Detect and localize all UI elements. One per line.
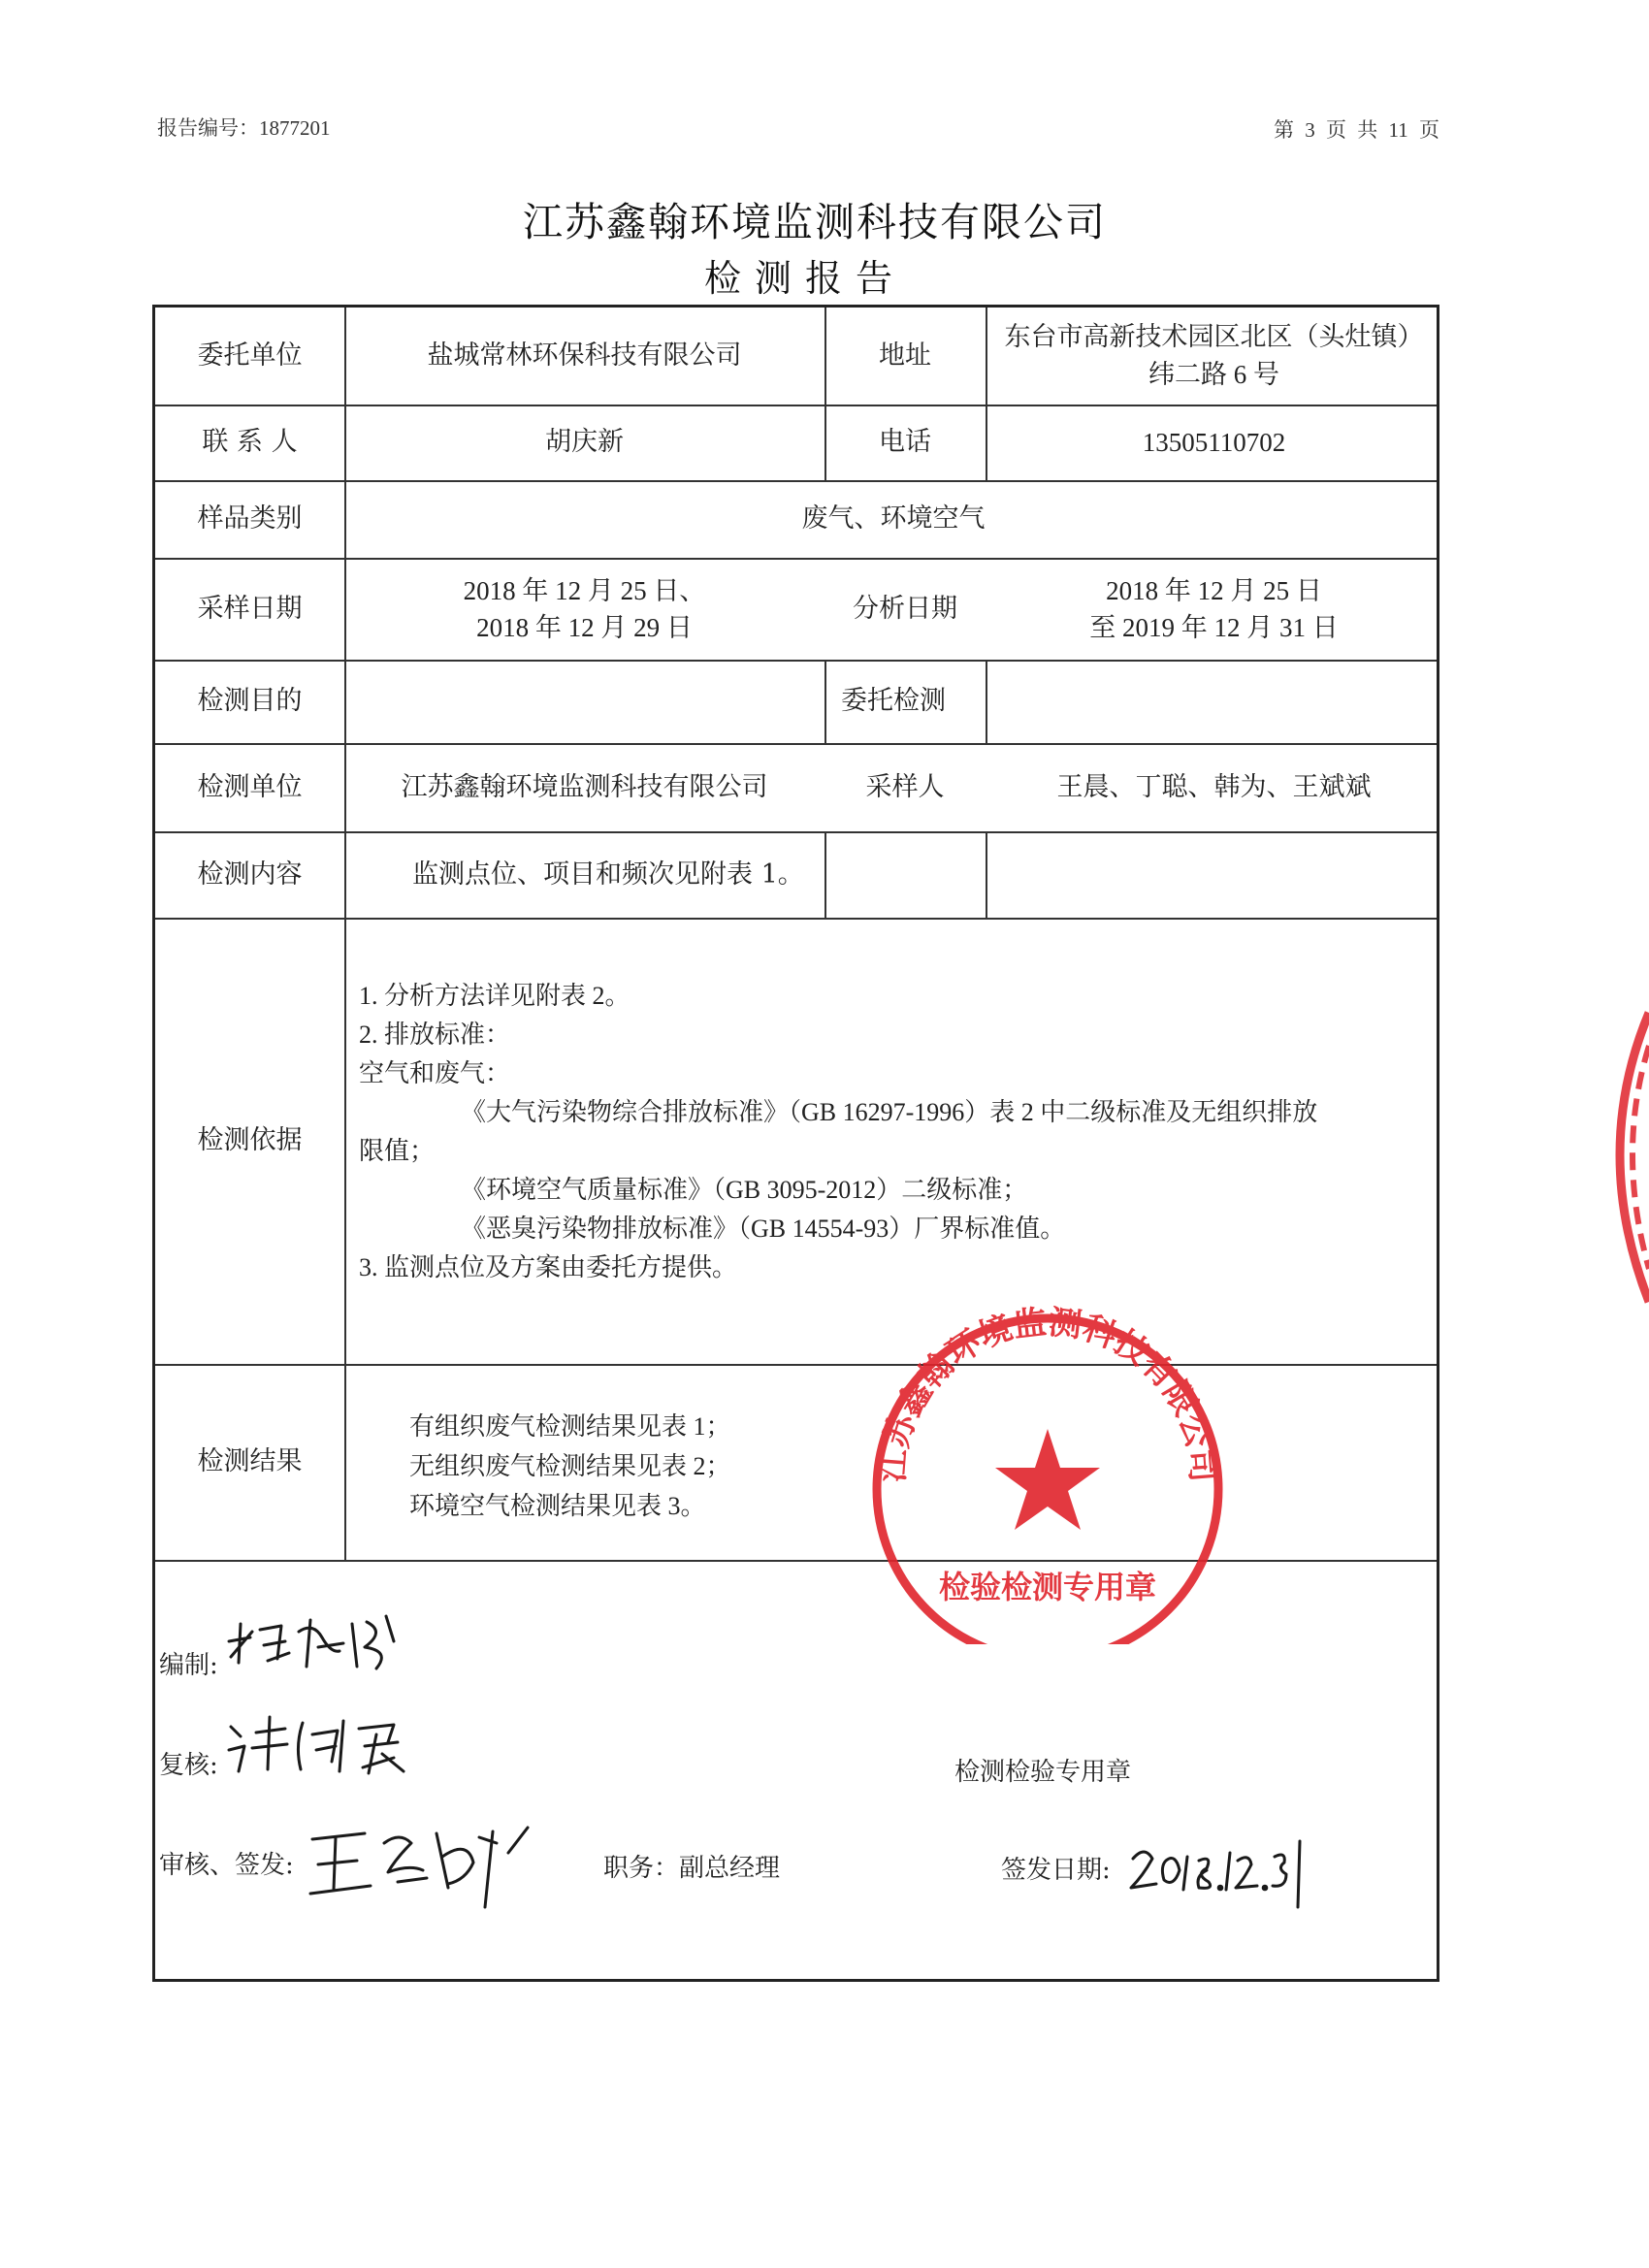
address-value bbox=[986, 308, 1442, 405]
sampling-date-line-2: 2018 年 12 月 29 日 bbox=[476, 612, 693, 642]
sample-type-label: 样品类别 bbox=[197, 503, 303, 534]
analysis-date-value bbox=[986, 558, 1442, 660]
analysis-date-line-1: 2018 年 12 月 25 日 bbox=[1106, 575, 1322, 605]
approver-signature bbox=[303, 1814, 545, 1911]
basis-sub-heading: 空气和废气： bbox=[359, 1059, 511, 1087]
basis-item-3: 3. 监测点位及方案由委托方提供。 bbox=[359, 1253, 738, 1281]
reviewed-by-label: 复核: bbox=[159, 1751, 218, 1780]
compiled-by-label: 编制: bbox=[159, 1651, 218, 1680]
basis-standard-1-cont: 限值； bbox=[359, 1137, 436, 1165]
results-line-3: 环境空气检测结果见表 3。 bbox=[409, 1492, 706, 1520]
contact-label: 联 系 人 bbox=[202, 427, 298, 457]
lab-label: 检测单位 bbox=[197, 771, 303, 802]
sampler-value: 王晨、丁聪、韩为、王斌斌 bbox=[1056, 771, 1372, 802]
address-line-1: 东台市高新技术园区北区（头灶镇） bbox=[1004, 322, 1424, 352]
stamp-star-icon bbox=[995, 1429, 1100, 1530]
basis-item-1: 1. 分析方法详见附表 2。 bbox=[359, 982, 630, 1010]
report-number: 报告编号：1877201 bbox=[157, 116, 331, 140]
content-value: 监测点位、项目和频次见附表 1。 bbox=[412, 859, 804, 890]
company-title: 江苏鑫翰环境监测科技有限公司 bbox=[523, 199, 1107, 245]
basis-standard-1: 《大气污染物综合排放标准》（GB 16297-1996）表 2 中二级标准及无组织排放 bbox=[461, 1098, 1318, 1126]
sampling-date-label: 采样日期 bbox=[197, 593, 303, 624]
sampling-date-line-1: 2018 年 12 月 25 日、 bbox=[463, 575, 706, 605]
edge-seal-fragment bbox=[1581, 1007, 1649, 1308]
address-line-2: 纬二路 6 号 bbox=[1148, 360, 1279, 389]
reviewer-signature bbox=[223, 1707, 436, 1780]
position-label: 职务：副总经理 bbox=[603, 1854, 781, 1883]
page-number: 第 3 页 共 11 页 bbox=[1274, 118, 1439, 142]
analysis-date-line-2: 至 2019 年 12 月 31 日 bbox=[1089, 612, 1339, 642]
official-red-stamp bbox=[815, 1305, 1280, 1644]
basis-label: 检测依据 bbox=[197, 1125, 303, 1155]
analysis-date-label: 分析日期 bbox=[853, 593, 957, 624]
sample-type-value: 废气、环境空气 bbox=[801, 503, 986, 534]
report-title: 检测报告 bbox=[703, 257, 906, 300]
handwritten-sign-date bbox=[1125, 1831, 1319, 1909]
phone-value: 13505110702 bbox=[1142, 428, 1286, 457]
stamp-caption: 检测检验专用章 bbox=[954, 1758, 1132, 1787]
client-value: 盐城常林环保科技有限公司 bbox=[427, 340, 742, 371]
basis-text bbox=[359, 977, 1426, 1287]
client-label: 委托单位 bbox=[197, 340, 303, 371]
phone-label: 电话 bbox=[879, 427, 931, 457]
lab-value: 江苏鑫翰环境监测科技有限公司 bbox=[401, 771, 768, 802]
basis-standard-3: 《恶臭污染物排放标准》（GB 14554-93）厂界标准值。 bbox=[461, 1215, 1066, 1243]
results-label: 检测结果 bbox=[197, 1446, 303, 1476]
content-label: 检测内容 bbox=[197, 859, 303, 890]
row-divider bbox=[155, 918, 1437, 920]
results-line-2: 无组织废气检测结果见表 2； bbox=[409, 1452, 731, 1480]
compiler-signature bbox=[221, 1603, 415, 1675]
purpose-value: 委托检测 bbox=[841, 686, 946, 716]
sampler-label: 采样人 bbox=[865, 771, 945, 802]
contact-value: 胡庆新 bbox=[545, 427, 624, 457]
stamp-arc-text: 江苏鑫翰环境监测科技有限公司 bbox=[873, 1305, 1222, 1484]
sampling-date-value bbox=[344, 558, 824, 660]
results-text bbox=[409, 1407, 731, 1526]
purpose-label: 检测目的 bbox=[197, 686, 303, 716]
basis-standard-2: 《环境空气质量标准》（GB 3095-2012）二级标准； bbox=[461, 1176, 1028, 1204]
basis-item-2: 2. 排放标准： bbox=[359, 1021, 511, 1049]
approved-by-label: 审核、签发: bbox=[159, 1851, 294, 1880]
sign-date-label: 签发日期: bbox=[1001, 1856, 1111, 1885]
address-label: 地址 bbox=[879, 340, 931, 371]
results-line-1: 有组织废气检测结果见表 1； bbox=[409, 1412, 731, 1441]
stamp-inner-text: 检验检测专用章 bbox=[938, 1569, 1157, 1605]
